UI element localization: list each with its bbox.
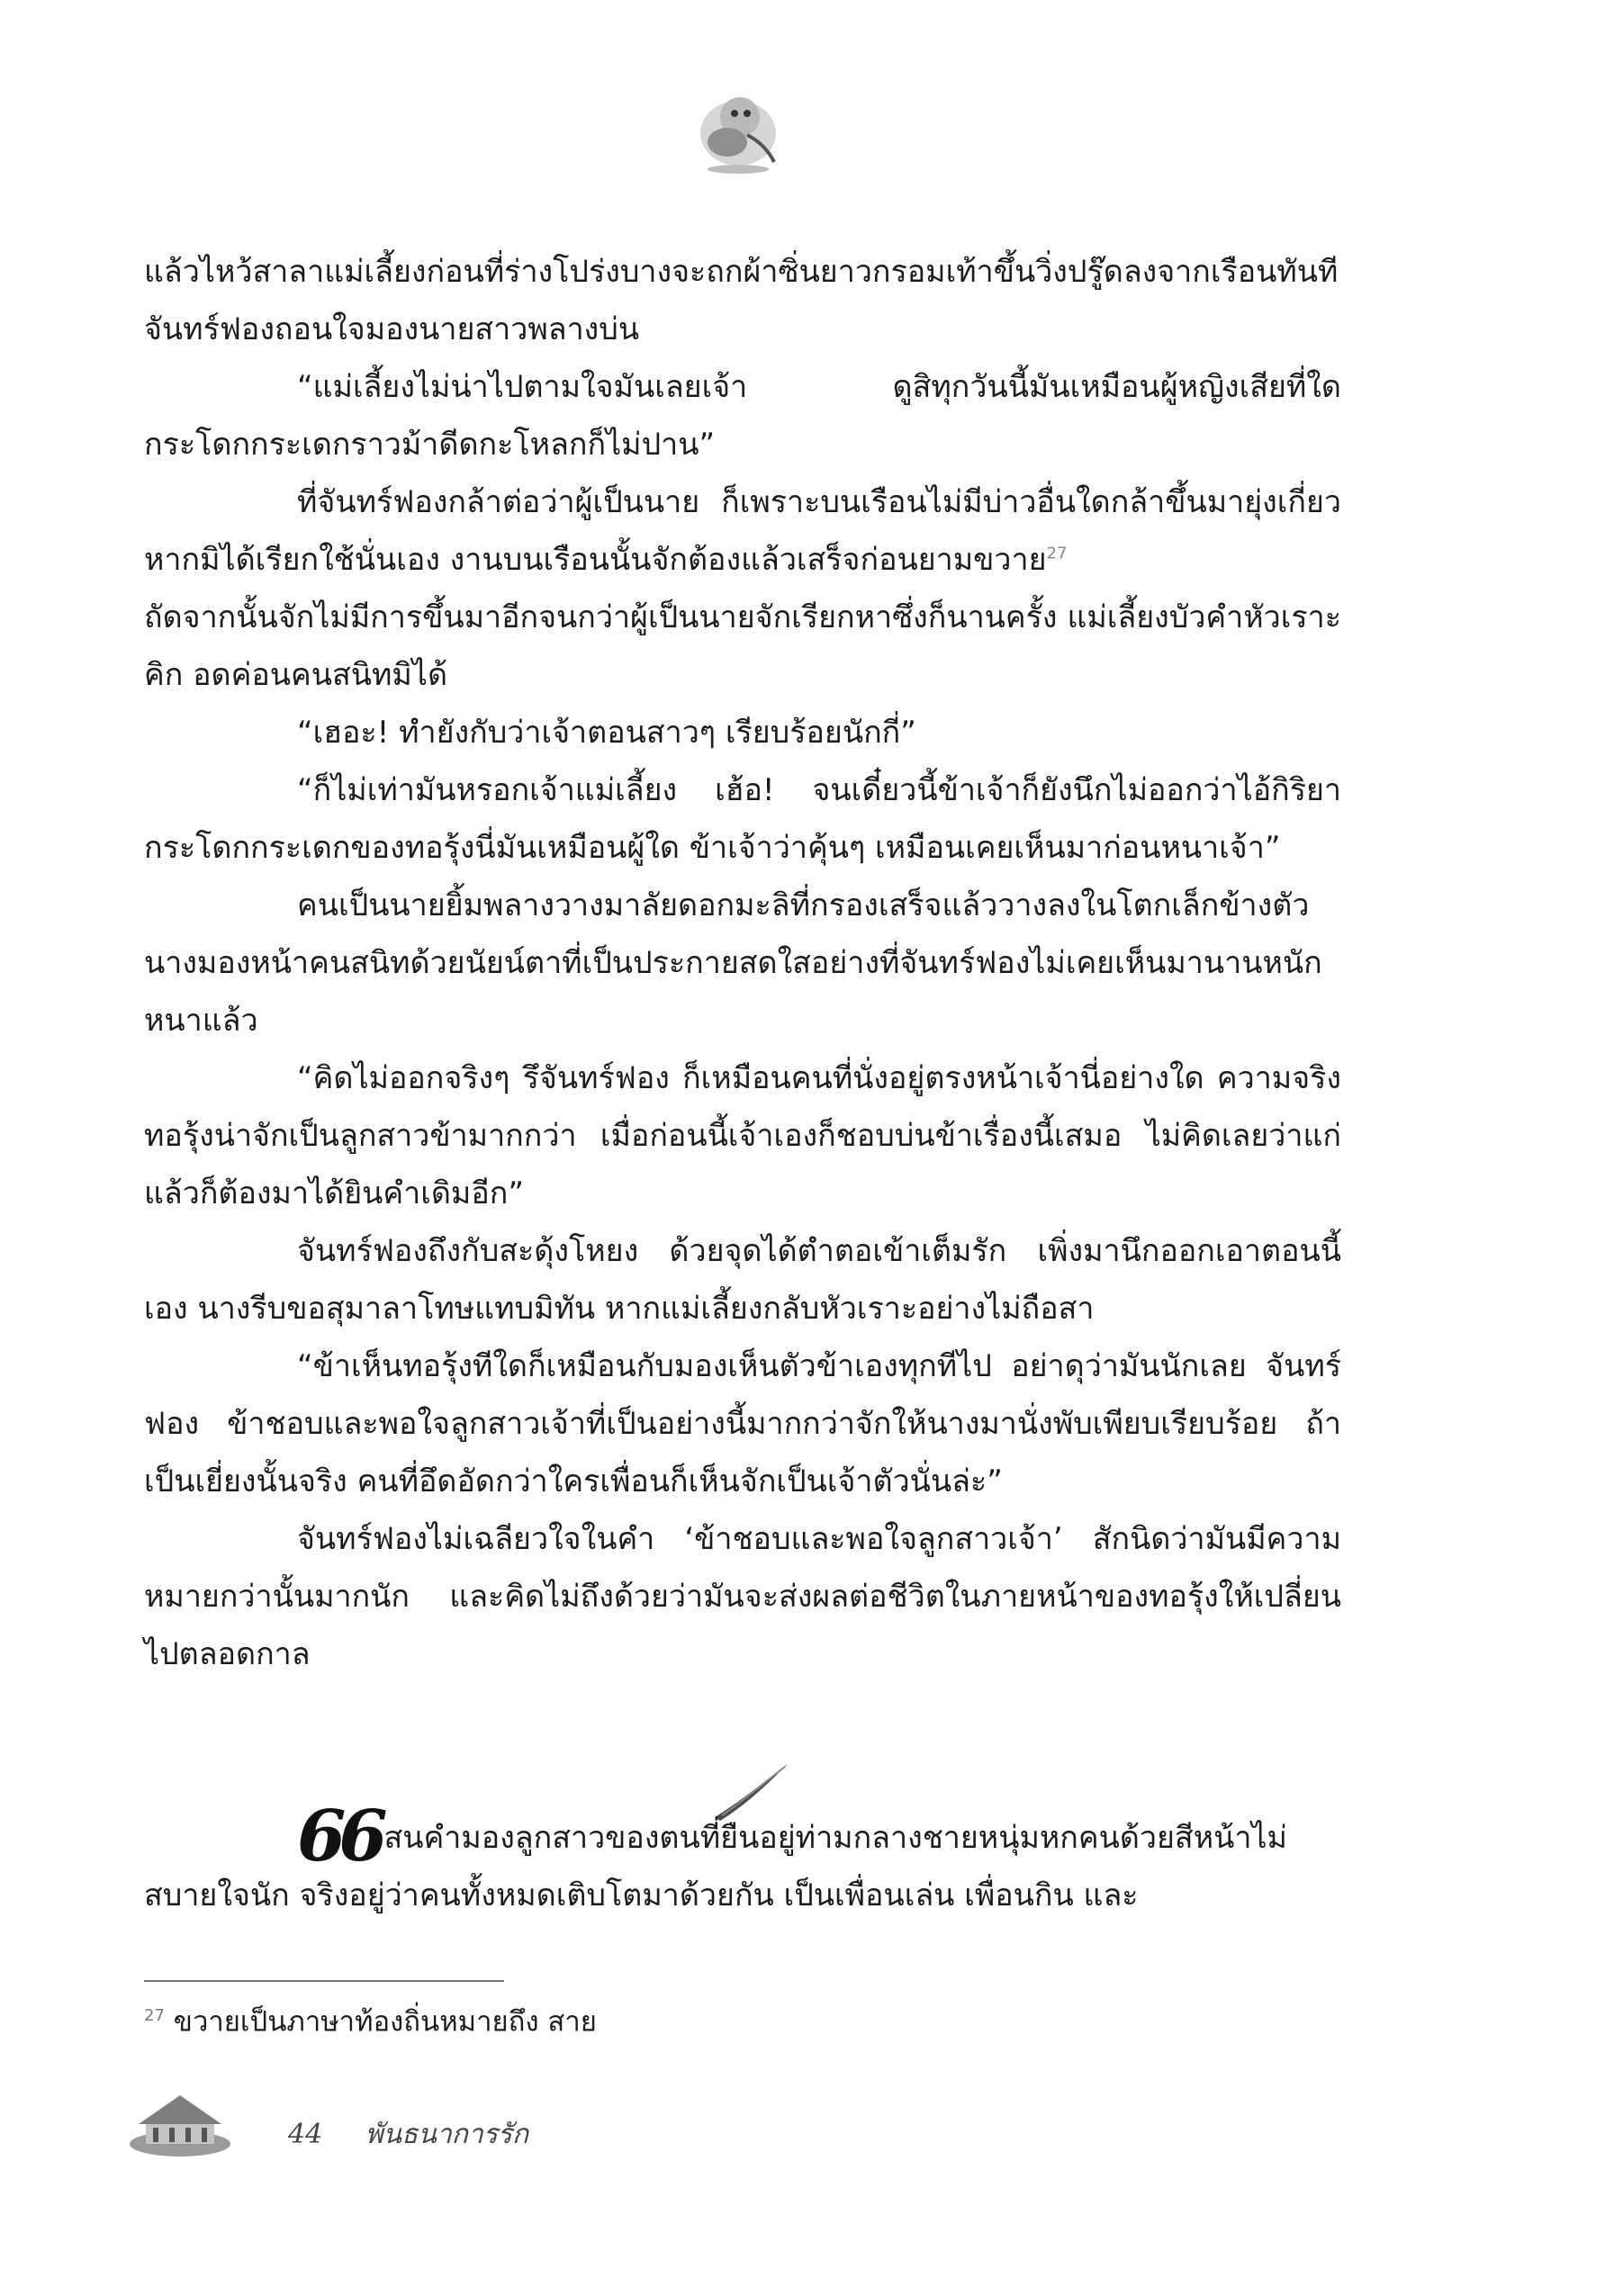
footnote-reference[interactable]: 27 (1046, 544, 1068, 563)
paragraph: “ข้าเห็นทอรุ้งทีใดก็เหมือนกับมองเห็นตัวข้าเองทุกทีไป อย่าดุว่ามันนักเลย จันทร์ฟอง ข้าชอบและพอใจลูกสาวเจ้าที่เป็นอย่างนี้มากกว่าจักให้นางมานั่งพับเพียบเรียบร้อย ถ้าเป็นเยี่ยงนั้นจริง คนที่อึดอัดกว่าใครเพื่อนก็เห็นจักเป็นเจ้าตัวนั่นล่ะ” (144, 1348, 1341, 1499)
paragraph (144, 473, 1341, 589)
paragraph: จันทร์ฟองไม่เฉลียวใจในคำ ‘ข้าชอบและพอใจลูกสาวเจ้า’ สักนิดว่ามันมีความหมายกว่านั้นมากนัก และคิดไม่ถึงด้วยว่ามันจะส่งผลต่อชีวิตในภายหน้าของทอรุ้งให้เปลี่ยนไปตลอดกาล (144, 1521, 1341, 1672)
paragraph: “คิดไม่ออกจริงๆ รึจันทร์ฟอง ก็เหมือนคนที่นั่งอยู่ตรงหน้าเจ้านี่อย่างใด ความจริงทอรุ้งน่าจักเป็นลูกสาวข้ามากกว่า เมื่อก่อนนี้เจ้าเองก็ชอบบ่นข้าเรื่องนี้เสมอ ไม่คิดเลยว่าแก่แล้วก็ต้องมาได้ยินคำเดิมอีก” (144, 1060, 1341, 1211)
body-text (144, 243, 1341, 1683)
top-ornament-icon (684, 79, 792, 178)
page-footer (288, 2113, 563, 2156)
book-title: พันธนาการรัก (365, 2119, 529, 2150)
footnote (144, 1996, 597, 2041)
paragraph: “แม่เลี้ยงไม่น่าไปตามใจมันเลยเจ้า ดูสิทุกวันนี้มันเหมือนผู้หญิงเสียที่ใด กระโดกกระเดกราวม้าดีดกะโหลกก็ไม่ปาน” (144, 369, 1341, 463)
paragraph: แล้วไหว้สาลาแม่เลี้ยงก่อนที่ร่างโปร่งบางจะถกผ้าซิ่นยาวกรอมเท้าขึ้นวิ่งปรู๊ดลงจากเรือนทันที จันทร์ฟองถอนใจมองนายสาวพลางบ่น (144, 254, 1339, 347)
footnote-text: ขวายเป็นภาษาท้องถิ่นหมายถึง สาย (173, 2005, 597, 2039)
drop-quote-mark: 66 (297, 1796, 381, 1877)
paragraph-text: สนคำมองลูกสาวของตนที่ยืนอยู่ท่ามกลางชายหนุ่มหกคนด้วยสีหน้าไม่สบายใจนัก จริงอยู่ว่าคนทั้งหมดเติบโตมาด้วยกัน เป็นเพื่อนเล่น เพื่อนกิน และ (144, 1820, 1287, 1913)
page-number: 44 (288, 2119, 323, 2150)
footnote-number: 27 (144, 2006, 165, 2025)
paragraph: ถัดจากนั้นจักไม่มีการขึ้นมาอีกจนกว่าผู้เป็นนายจักเรียกหาซึ่งก็นานครั้ง แม่เลี้ยงบัวคำหัวเราะคิก อดค่อนคนสนิทมิได้ (144, 599, 1341, 693)
paragraph: จันทร์ฟองถึงกับสะดุ้งโหยง ด้วยจุดได้ตำตอเข้าเต็มรัก เพิ่งมานึกออกเอาตอนนี้เอง นางรีบขอสุมาลาโทษแทบมิทัน หากแม่เลี้ยงกลับหัวเราะอย่างไม่ถือสา (144, 1233, 1341, 1327)
footnote-divider (144, 1980, 504, 1982)
paragraph-with-drop-quote (144, 1796, 1341, 1924)
paragraph: คนเป็นนายยิ้มพลางวางมาลัยดอกมะลิที่กรองเสร็จแล้ววางลงในโตกเล็กข้างตัว นางมองหน้าคนสนิทด้วยนัยน์ตาที่เป็นประกายสดใสอย่างที่จันทร์ฟองไม่เคยเห็นมานานหนักหนาแล้ว (144, 887, 1322, 1039)
temple-building-icon (126, 2088, 234, 2160)
paragraph: “ก็ไม่เท่ามันหรอกเจ้าแม่เลี้ยง เฮ้อ! จนเดี๋ยวนี้ข้าเจ้าก็ยังนึกไม่ออกว่าไอ้กิริยากระโดกกระเดกของทอรุ้งนี่มันเหมือนผู้ใด ข้าเจ้าว่าคุ้นๆ เหมือนเคยเห็นมาก่อนหนาเจ้า” (144, 772, 1341, 866)
paragraph: “เฮอะ! ทำยังกับว่าเจ้าตอนสาวๆ เรียบร้อยนักกี่” (297, 715, 916, 751)
paragraph-text: ที่จันทร์ฟองกล้าต่อว่าผู้เป็นนาย ก็เพราะบนเรือนไม่มีบ่าวอื่นใดกล้าขึ้นมายุ่งเกี่ยวหากมิได้เรียกใช้นั่นเอง งานบนเรือนนั้นจักต้องแล้วเสร็จก่อนยามขวาย (144, 484, 1341, 578)
